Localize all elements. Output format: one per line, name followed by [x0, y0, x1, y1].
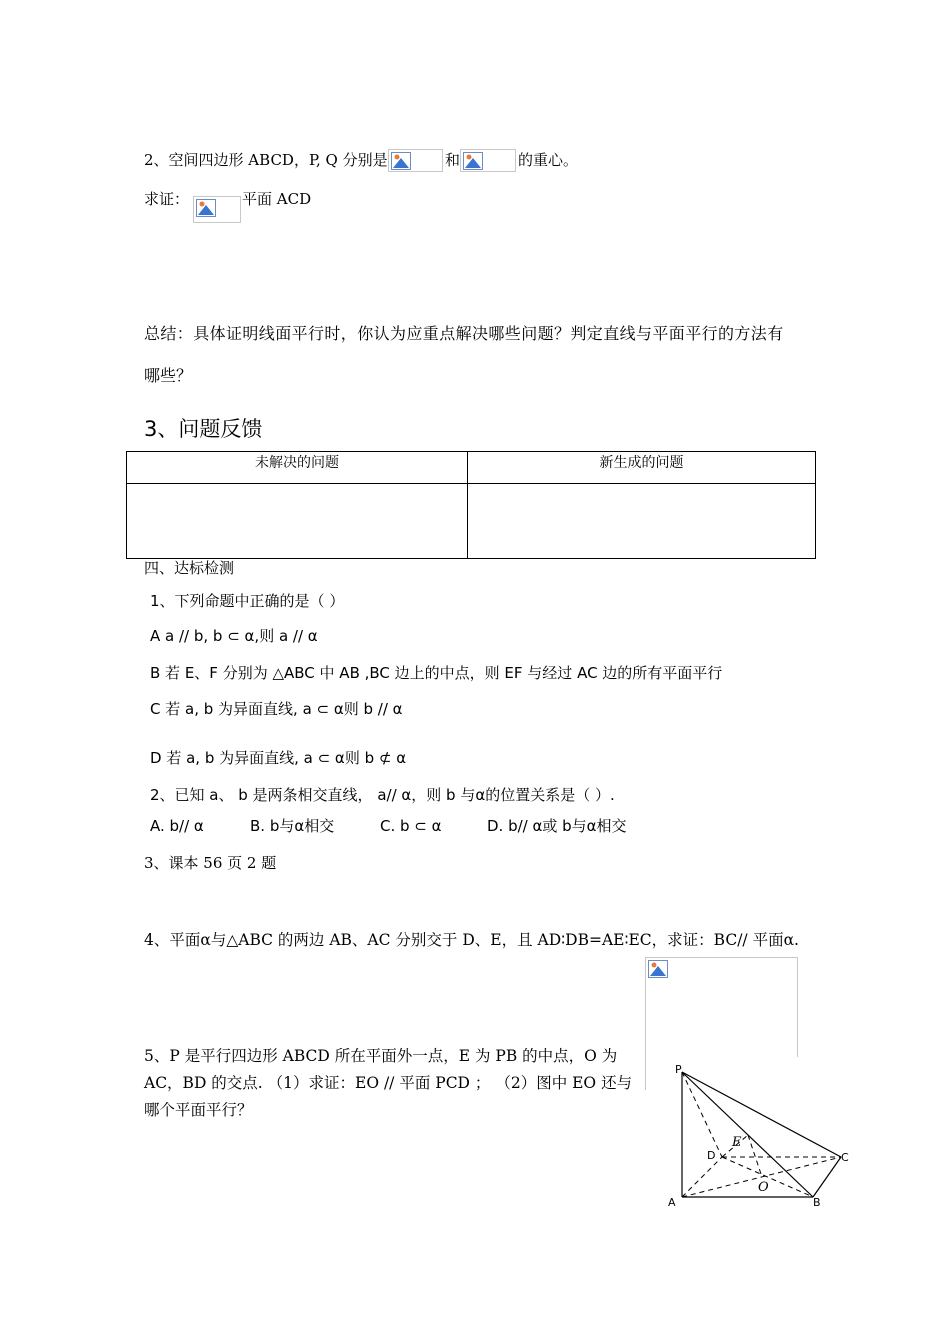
image-placeholder-triangle-1 [388, 149, 443, 172]
test-q2-option-c: C. b ⊂ α [380, 817, 442, 835]
edge-pc [682, 1072, 841, 1157]
q2-prove-plane: 平面 ACD [242, 190, 312, 208]
label-o: O [758, 1180, 769, 1195]
test-q2-option-b: B. b与α相交 [250, 817, 335, 835]
section3-heading: 3、问题反馈 [144, 417, 263, 441]
q2-line1 [144, 150, 388, 170]
test-q5-line1: 5、P 是平行四边形 ABCD 所在平面外一点，E 为 PB 的中点，O 为 [144, 1047, 618, 1065]
edge-ad [682, 1157, 722, 1197]
image-placeholder-q4-figure [645, 957, 798, 1057]
test-q2-stem: 2、已知 a、 b 是两条相交直线， a// α，则 b 与α的位置关系是（ ）. [150, 786, 615, 804]
pyramid-figure [660, 1060, 860, 1210]
feedback-header-unsolved: 未解决的问题 [127, 452, 468, 484]
label-a: A [668, 1196, 676, 1209]
label-e: E [732, 1135, 742, 1150]
test-q2-option-a: A. b// α [150, 817, 204, 835]
summary-line2: 哪些？ [144, 366, 193, 385]
image-placeholder-triangle-2 [460, 149, 516, 172]
broken-image-icon [196, 199, 216, 217]
edge-pb [682, 1072, 813, 1197]
q2-prove-label: 求证： [144, 190, 190, 208]
test-q1-stem: 1、下列命题中正确的是（ ） [150, 592, 345, 610]
feedback-cell-new[interactable] [468, 484, 816, 559]
image-placeholder-pq [193, 196, 241, 223]
broken-image-icon [648, 960, 668, 978]
label-c: C [841, 1151, 849, 1164]
test-q3: 3、课本 56 页 2 题 [144, 854, 277, 872]
test-q4: 4、平面α与△ABC 的两边 AB、AC 分别交于 D、E，且 AD∶DB=AE∶EC，求证：BC// 平面α. [144, 931, 799, 949]
edge-pd [682, 1072, 722, 1157]
test-q5-line3: 哪个平面平行？ [144, 1101, 253, 1119]
test-q2-option-d: D. b// α或 b与α相交 [487, 817, 627, 835]
section4-heading: 四、达标检测 [144, 559, 235, 577]
label-p: P [675, 1063, 682, 1076]
test-q5-line2: AC，BD 的交点. （1）求证：EO // 平面 PCD ； （2）图中 EO 还与 [144, 1074, 633, 1092]
q2-text-and: 和 [445, 151, 461, 169]
feedback-header-new: 新生成的问题 [468, 452, 816, 484]
test-q1-option-b: B 若 E、F 分别为 △ABC 中 AB ,BC 边上的中点，则 EF 与经过 AC 边的所有平面平行 [150, 664, 723, 682]
label-d: D [707, 1149, 716, 1162]
q2-text-centroid: 的重心。 [518, 151, 579, 169]
test-q1-option-d: D 若 a, b 为异面直线, a ⊂ α则 b ⊄ α [150, 749, 407, 767]
q2-text-a: 2、空间四边形 ABCD，P, Q 分别是 [144, 151, 388, 169]
summary-line1: 总结：具体证明线面平行时，你认为应重点解决哪些问题？判定直线与平面平行的方法有 [144, 324, 784, 343]
feedback-cell-unsolved[interactable] [127, 484, 468, 559]
broken-image-icon [463, 152, 483, 170]
label-b: B [813, 1196, 821, 1209]
broken-image-icon [391, 152, 411, 170]
test-q1-option-c: C 若 a, b 为异面直线, a ⊂ α则 b // α [150, 700, 403, 718]
feedback-table [126, 451, 816, 559]
placeholder-border-extension [645, 1057, 646, 1090]
test-q1-option-a: A a // b, b ⊂ α,则 a // α [150, 627, 318, 645]
